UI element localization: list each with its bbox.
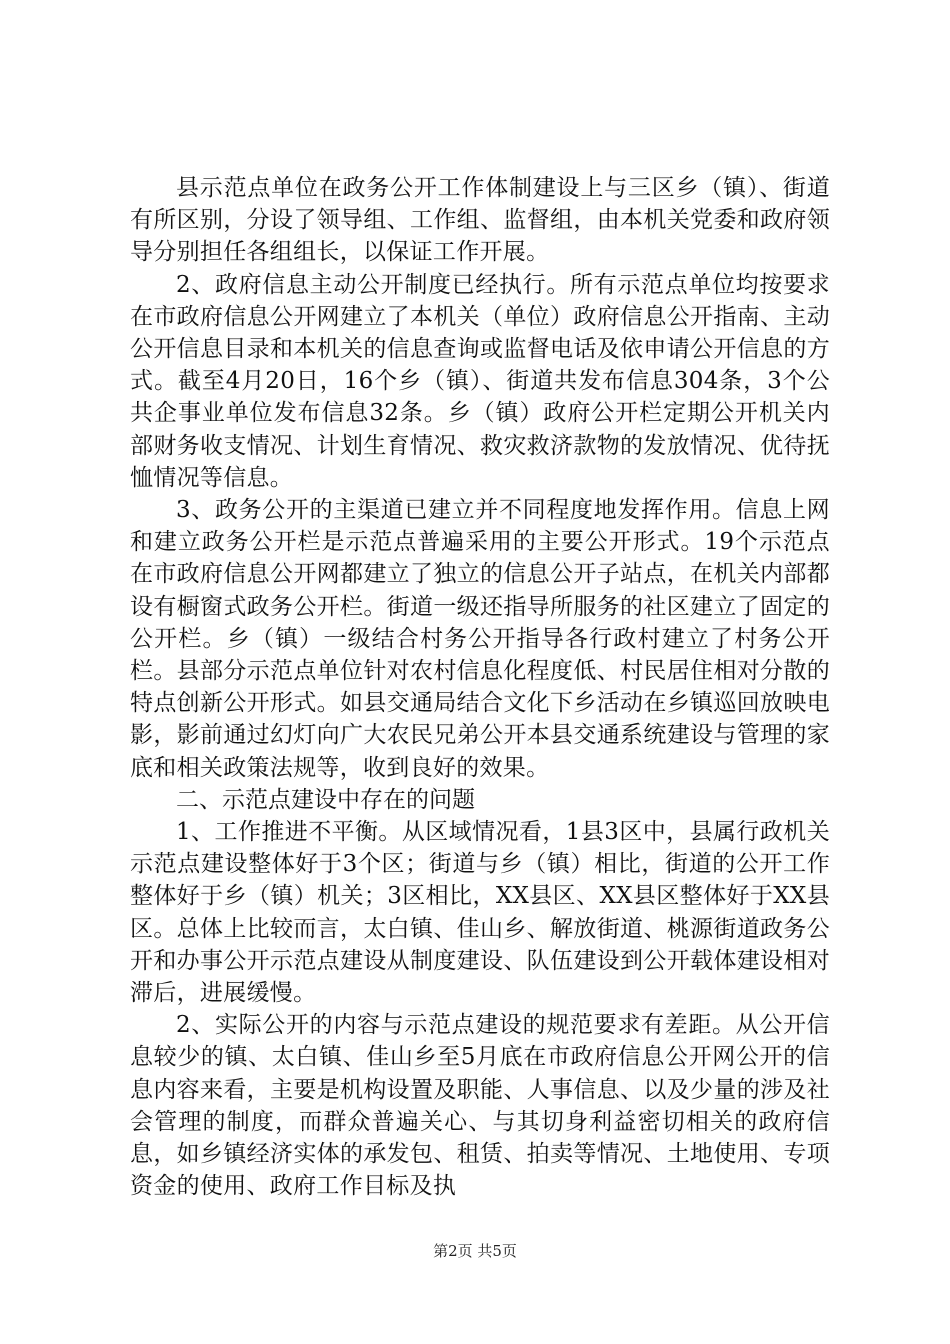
body-paragraph: 3、政务公开的主渠道已建立并不同程度地发挥作用。信息上网和建立政务公开栏是示范点普遍采用的主要公开形式。19个示范点在市政府信息公开网都建立了独立的信息公开子站点，在机关内部都设有橱窗式政务公开栏。街道一级还指导所服务的社区建立了固定的公开栏。乡（镇）一级结合村务公开指导各行政村建立了村务公开栏。县部分示范点单位针对农村信息化程度低、村民居住相对分散的特点创新公开形式。如县交通局结合文化下乡活动在乡镇巡回放映电影，影前通过幻灯向广大农民兄弟公开本县交通系统建设与管理的家底和相关政策法规等，收到良好的效果。 — [130, 497, 830, 781]
section-heading: 二、示范点建设中存在的问题 — [176, 786, 475, 813]
body-paragraph: 县示范点单位在政务公开工作体制建设上与三区乡（镇）、街道有所区别，分设了领导组、工作组、监督组，由本机关党委和政府领导分别担任各组组长，以保证工作开展。 — [130, 175, 830, 266]
body-paragraph: 1、工作推进不平衡。从区域情况看，1县3区中，县属行政机关示范点建设整体好于3个区；街道与乡（镇）相比，街道的公开工作整体好于乡（镇）机关；3区相比，XX县区、XX县区整体好于XX县区。总体上比较而言，太白镇、佳山乡、解放街道、桃源街道政务公开和办事公开示范点建设从制度建设、队伍建设到公开载体建设相对滞后，进展缓慢。 — [130, 819, 830, 1007]
document-page — [130, 172, 830, 1203]
body-paragraph: 2、实际公开的内容与示范点建设的规范要求有差距。从公开信息较少的镇、太白镇、佳山乡至5月底在市政府信息公开网公开的信息内容来看，主要是机构设置及职能、人事信息、以及少量的涉及社会管理的制度，而群众普遍关心、与其切身利益密切相关的政府信息，如乡镇经济实体的承发包、租赁、拍卖等情况、土地使用、专项资金的使用、政府工作目标及执 — [130, 1012, 830, 1200]
body-paragraph: 2、政府信息主动公开制度已经执行。所有示范点单位均按要求在市政府信息公开网建立了本机关（单位）政府信息公开指南、主动公开信息目录和本机关的信息查询或监督电话及依申请公开信息的方式。截至4月20日，16个乡（镇）、街道共发布信息304条，3个公共企事业单位发布信息32条。乡（镇）政府公开栏定期公开机关内部财务收支情况、计划生育情况、救灾救济款物的发放情况、优待抚恤情况等信息。 — [130, 271, 830, 491]
page-footer: 第2页 共5页 — [433, 1242, 517, 1260]
